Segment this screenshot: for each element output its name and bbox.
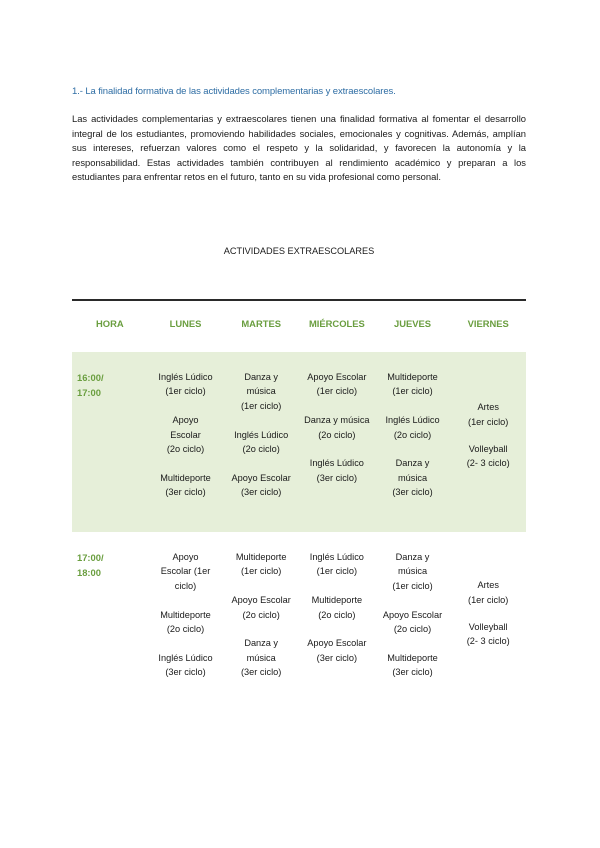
- activity-line: Escolar (1er: [160, 566, 211, 577]
- activity-entry: [223, 636, 299, 679]
- activity-line: Apoyo Escolar: [382, 609, 443, 620]
- activity-line: (1er ciclo): [468, 416, 509, 427]
- activity-entry: [450, 400, 526, 429]
- activity-line: Multideporte: [160, 609, 211, 620]
- activity-line: Apoyo Escolar: [231, 472, 291, 483]
- activity-line: Escolar: [170, 429, 201, 440]
- activity-entry: [299, 370, 375, 399]
- activity-line: Artes: [477, 402, 499, 413]
- activity-line: (2- 3 ciclo): [466, 458, 510, 469]
- header-miercoles: MIÉRCOLES: [308, 318, 365, 329]
- activity-entry: [299, 456, 375, 485]
- activity-line: (3er ciclo): [392, 667, 433, 678]
- activity-line: (1er ciclo): [468, 594, 509, 605]
- activity-line: ciclo): [174, 580, 197, 591]
- table-top-rule: [72, 299, 526, 301]
- activity-line: (1er ciclo): [392, 580, 433, 591]
- activity-line: (2o ciclo): [166, 624, 205, 635]
- activity-line: (1er ciclo): [241, 566, 282, 577]
- activity-entry: [450, 620, 526, 649]
- activity-entry: [223, 428, 299, 457]
- activity-entry: [148, 608, 224, 637]
- activity-line: (2o ciclo): [318, 429, 356, 440]
- cell-martes: [223, 540, 299, 680]
- activity-entry: [299, 636, 375, 665]
- activity-line: (2o ciclo): [318, 609, 356, 620]
- cell-jueves: [375, 352, 451, 500]
- activity-line: música: [246, 386, 276, 397]
- activity-entry: [223, 550, 299, 579]
- activity-line: Apoyo Escolar: [307, 638, 367, 649]
- activity-line: Apoyo Escolar: [307, 372, 367, 382]
- activity-line: (2- 3 ciclo): [466, 636, 510, 647]
- time-slot-label: [72, 352, 148, 400]
- cell-miercoles: [299, 540, 375, 665]
- activity-line: (3er ciclo): [316, 652, 358, 663]
- activity-entry: [450, 442, 526, 471]
- cell-viernes: [450, 352, 526, 532]
- activity-line: (2o ciclo): [393, 624, 432, 635]
- activity-line: Apoyo: [172, 552, 199, 562]
- activity-entry: [148, 370, 224, 399]
- activity-line: (2o ciclo): [242, 444, 280, 455]
- activity-entry: [375, 608, 451, 637]
- activity-entry: [375, 456, 451, 499]
- activity-line: Danza y: [395, 552, 430, 562]
- activity-line: música: [397, 566, 428, 577]
- activity-line: Inglés Lúdico: [309, 458, 364, 469]
- activity-entry: [450, 578, 526, 607]
- activity-line: (2o ciclo): [166, 444, 205, 455]
- cell-miercoles: [299, 352, 375, 485]
- activity-line: Danza y: [244, 372, 279, 382]
- header-jueves: JUEVES: [394, 318, 432, 329]
- activity-line: Apoyo: [172, 415, 199, 426]
- activity-line: Multideporte: [235, 552, 287, 562]
- time-line: 17:00/: [77, 552, 104, 563]
- header-lunes: LUNES: [169, 318, 202, 329]
- activity-entry: [299, 593, 375, 622]
- activity-line: Multideporte: [387, 372, 438, 382]
- table-title: ACTIVIDADES EXTRAESCOLARES: [223, 246, 375, 256]
- activity-entry: [148, 651, 224, 680]
- activity-line: Multideporte: [160, 472, 211, 483]
- activity-line: Inglés Lúdico: [158, 372, 213, 382]
- activity-entry: [375, 550, 451, 593]
- activity-entry: [223, 370, 299, 413]
- activity-entry: [375, 651, 451, 680]
- activity-line: música: [246, 652, 276, 663]
- time-line: 16:00/: [77, 372, 104, 383]
- activity-entry: [223, 593, 299, 622]
- activity-line: (3er ciclo): [165, 487, 206, 498]
- activity-entry: [223, 471, 299, 500]
- intro-paragraph: Las actividades complementarias y extraescolares tienen una finalidad formativa al fomentar el desarrollo integral de los estudiantes, promoviendo habilidades sociales, emocionales y cognitivas. Además, amplían sus intereses, refuerzan valores como el respeto y la solidaridad, y favorecen la autonomía y la responsabilidad. Estas actividades también contribuyen al rendimiento académico y preparan a los estudiantes para enfrentar retos en el futuro, tanto en su vida profesional como personal.: [72, 113, 526, 183]
- activity-line: (1er ciclo): [316, 566, 358, 577]
- activity-line: Multideporte: [311, 595, 363, 606]
- activity-line: Danza y: [244, 638, 279, 649]
- activity-line: (3er ciclo): [241, 487, 282, 498]
- activity-line: Inglés Lúdico: [234, 429, 289, 440]
- activity-entry: [375, 370, 451, 399]
- activity-line: Danza y música: [304, 415, 370, 426]
- activity-line: (3er ciclo): [241, 667, 282, 678]
- cell-viernes: [450, 540, 526, 700]
- activity-entry: [148, 471, 224, 500]
- cell-jueves: [375, 540, 451, 680]
- activity-line: (3er ciclo): [165, 667, 206, 678]
- activity-line: Artes: [477, 580, 499, 591]
- activity-line: (1er ciclo): [392, 386, 433, 397]
- activity-entry: [148, 413, 224, 456]
- cell-martes: [223, 352, 299, 500]
- header-martes: MARTES: [241, 318, 281, 329]
- time-line: 18:00: [77, 567, 101, 578]
- schedule-row-1: [72, 352, 526, 532]
- activity-line: Inglés Lúdico: [158, 652, 213, 663]
- header-hora: HORA: [96, 318, 124, 329]
- cell-lunes: [148, 540, 224, 680]
- table-header-row: [72, 318, 526, 334]
- activity-line: Volleyball: [468, 444, 508, 454]
- activity-line: Danza y: [395, 458, 430, 469]
- activity-line: (3er ciclo): [392, 487, 433, 498]
- activity-line: (1er ciclo): [165, 386, 206, 397]
- activity-line: (3er ciclo): [316, 472, 358, 483]
- activity-entry: [148, 550, 224, 593]
- activity-line: Inglés Lúdico: [385, 415, 440, 426]
- activity-line: Inglés Lúdico: [309, 552, 364, 562]
- activity-line: Apoyo Escolar: [231, 595, 291, 606]
- activity-line: Volleyball: [468, 622, 508, 632]
- activity-entry: [299, 550, 375, 579]
- activity-line: (1er ciclo): [316, 386, 358, 397]
- activity-line: Multideporte: [387, 652, 438, 663]
- activity-line: (2o ciclo): [242, 609, 280, 620]
- time-slot-label: [72, 540, 148, 580]
- section-heading: 1.- La finalidad formativa de las actividades complementarias y extraescolares.: [72, 86, 396, 97]
- header-viernes: VIERNES: [467, 318, 509, 329]
- activity-entry: [375, 413, 451, 442]
- cell-lunes: [148, 352, 224, 500]
- activity-line: música: [397, 472, 428, 483]
- activity-entry: [299, 413, 375, 442]
- activity-line: (1er ciclo): [241, 400, 282, 411]
- time-line: 17:00: [77, 387, 101, 398]
- schedule-row-2: [72, 540, 526, 700]
- activity-line: (2o ciclo): [393, 429, 432, 440]
